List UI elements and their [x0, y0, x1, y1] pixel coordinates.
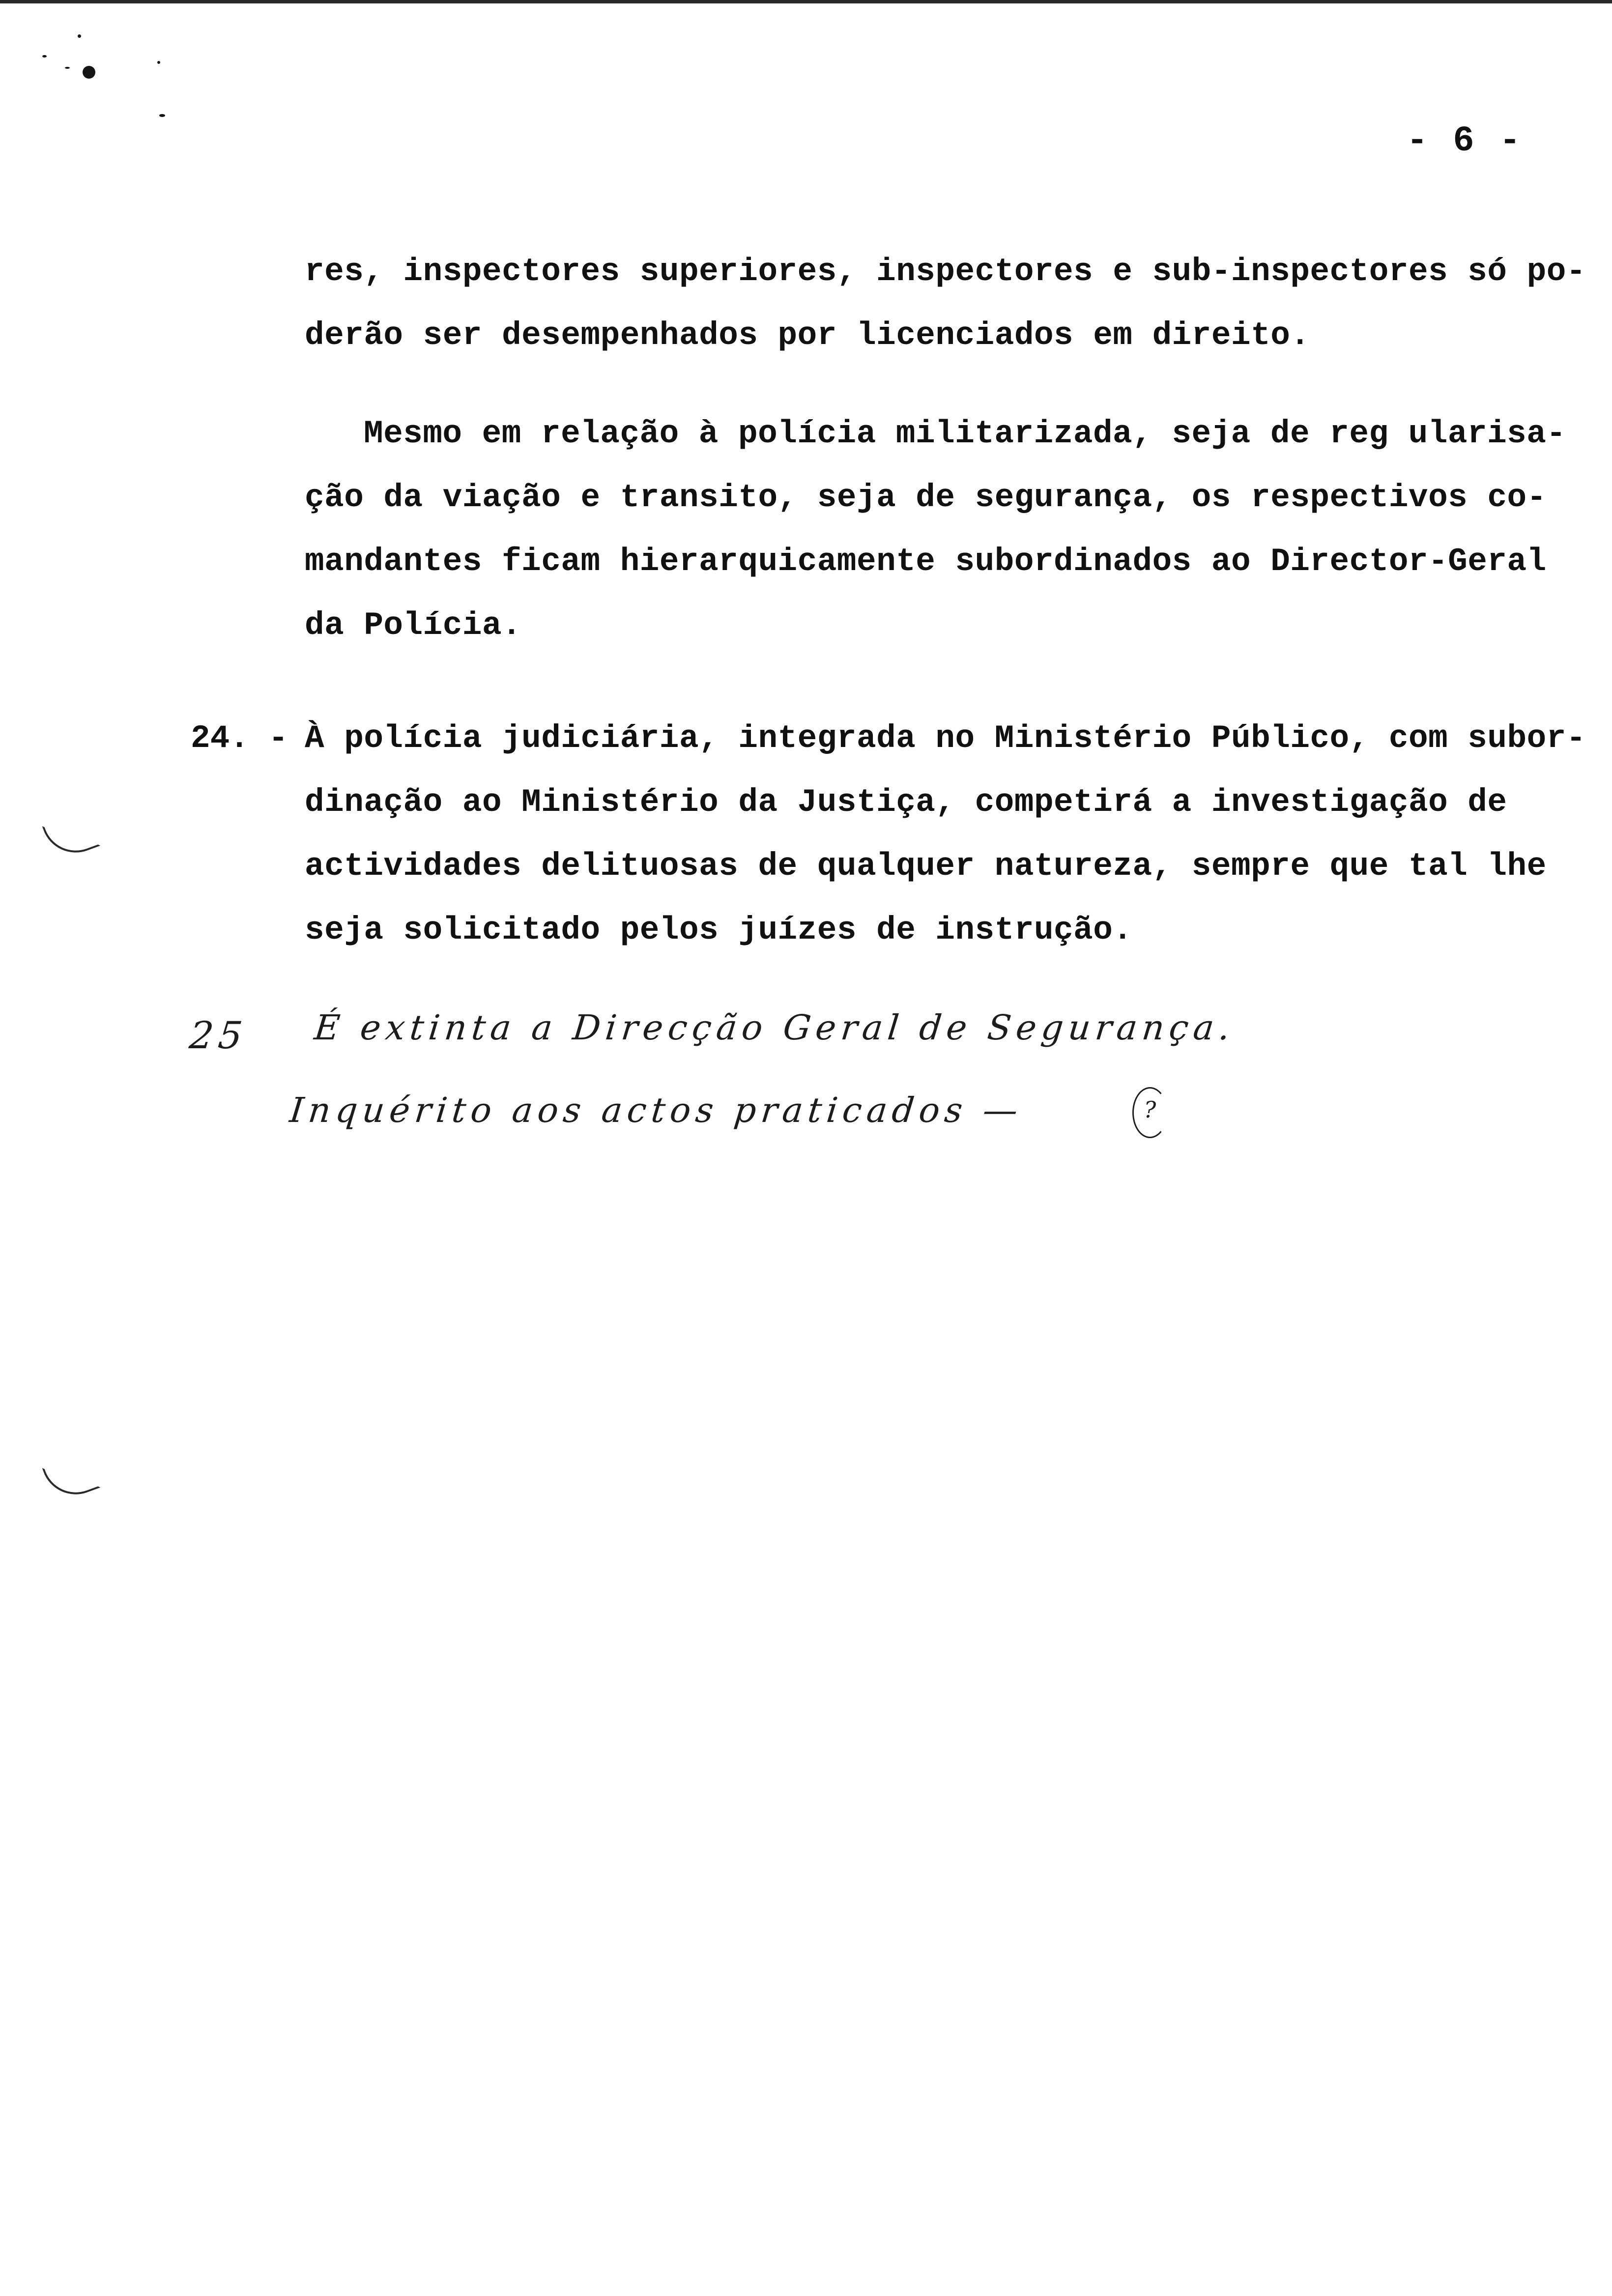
- top-border-rule: [0, 0, 1612, 3]
- item-24-line: actividades delituosas de qualquer natureza, sempre que tal lhe: [305, 848, 1547, 885]
- scan-speck: [42, 55, 47, 57]
- scan-speck: [83, 66, 95, 79]
- scan-speck: [78, 34, 81, 38]
- item-24-body: [305, 707, 1586, 962]
- paragraph-line: res, inspectores superiores, inspectores e sub-inspectores só po-: [305, 253, 1586, 290]
- paragraph-continuation: [305, 240, 1586, 368]
- scan-speck: [159, 114, 165, 117]
- handwritten-question-mark: ?: [1132, 1087, 1168, 1138]
- item-24-number: 24. -: [191, 720, 288, 757]
- item-24-line: dinação ao Ministério da Justiça, competirá a investigação de: [305, 784, 1507, 821]
- paragraph-line: Mesmo em relação à polícia militarizada, seja de reg ularisa-: [364, 415, 1566, 452]
- margin-pencil-arc: [42, 1452, 101, 1504]
- handwritten-note-line-2: Inquérito aos actos praticados —: [288, 1090, 1025, 1130]
- paragraph-line: mandantes ficam hierarquicamente subordinados ao Director-Geral: [305, 543, 1547, 580]
- handwritten-note-line-1: É extinta a Direcção Geral de Segurança.: [312, 1007, 1237, 1048]
- handwritten-item-number: 25: [187, 1013, 250, 1057]
- item-24-line: seja solicitado pelos juízes de instrução.: [305, 912, 1133, 948]
- page-number: - 6 -: [1406, 121, 1523, 161]
- paragraph-line: ção da viação e transito, seja de segurança, os respectivos co-: [305, 479, 1547, 516]
- margin-pencil-arc: [42, 810, 101, 862]
- paragraph-line: derão ser desempenhados por licenciados em direito.: [305, 317, 1310, 354]
- paragraph-line: da Polícia.: [305, 607, 522, 644]
- scan-speck: [65, 67, 70, 69]
- scan-speck: [157, 61, 160, 64]
- paragraph-militarized-police: [305, 402, 1566, 658]
- item-24-line: À polícia judiciária, integrada no Ministério Público, com subor-: [305, 720, 1586, 757]
